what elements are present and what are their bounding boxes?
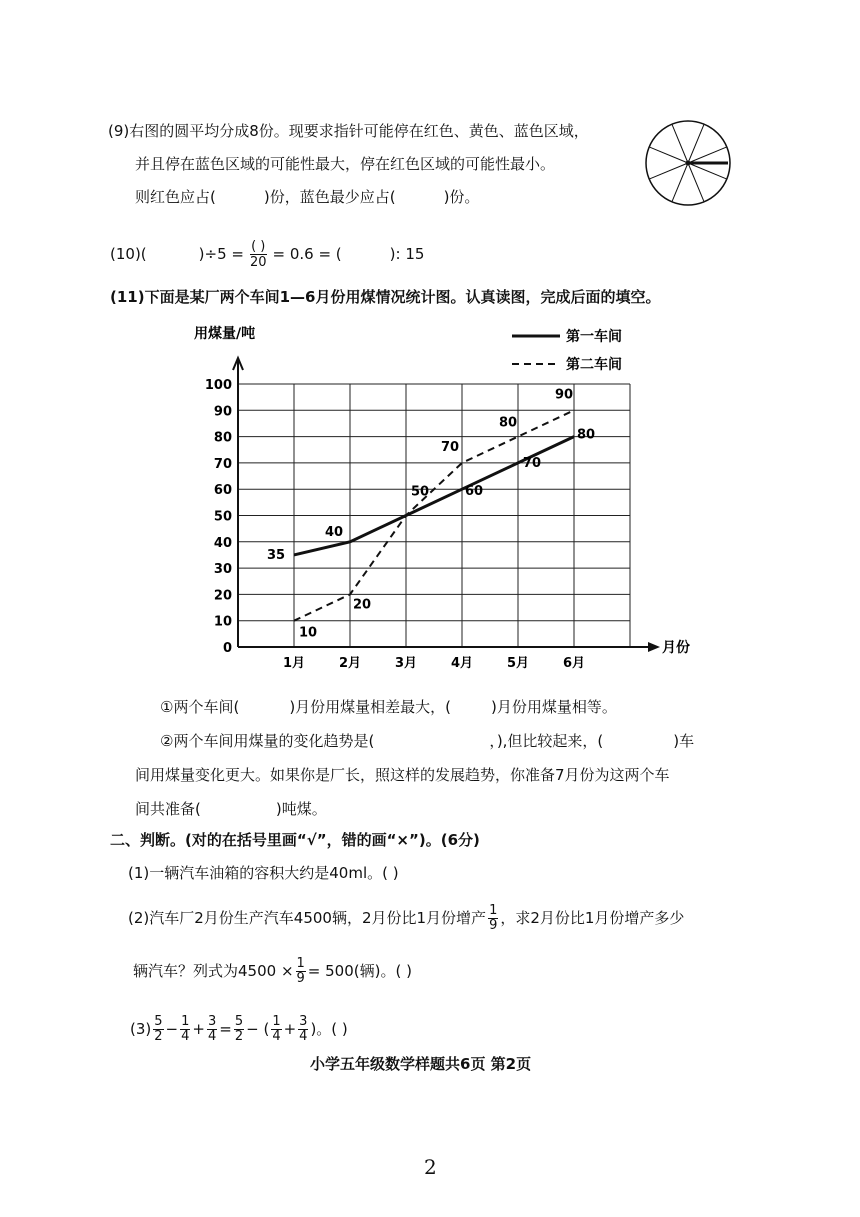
y-tick-label: 100 (204, 378, 232, 393)
data-label: 80 (498, 415, 518, 431)
section2-q1: (1)一辆汽车油箱的容积大约是40ml。( ) (128, 864, 399, 882)
x-axis-label: 月份 (662, 640, 690, 656)
data-label: 90 (554, 387, 574, 403)
y-tick-label: 40 (213, 535, 232, 551)
y-tick-label: 80 (213, 430, 232, 446)
page-number: 2 (424, 1155, 437, 1179)
data-label: 70 (522, 455, 542, 471)
x-tick-label: 5月 (506, 656, 530, 671)
x-axis-arrow (648, 642, 660, 652)
data-label: 60 (464, 484, 484, 500)
spinner-circle (642, 117, 734, 209)
q11-sub2: ②两个车间用煤量的变化趋势是( ，),但比较起来，( )车 (160, 732, 695, 750)
data-label: 10 (298, 625, 318, 641)
y-tick-label: 30 (213, 562, 232, 578)
q11-sub1: ①两个车间( )月份用煤量相差最大，( )月份用煤量相等。 (160, 698, 617, 716)
y-tick-label: 20 (213, 588, 232, 604)
data-label: 40 (324, 524, 344, 540)
x-tick-label: 6月 (562, 656, 586, 671)
section2-heading: 二、判断。(对的在括号里画“√”，错的画“×”)。(6分) (110, 831, 480, 849)
y-tick-label: 90 (213, 404, 232, 420)
y-tick-label: 70 (213, 456, 232, 472)
q9-line3: 则红色应占( )份，蓝色最少应占( )份。 (135, 188, 480, 206)
y-tick-label: 60 (213, 483, 232, 499)
section2-q2-line2: 辆汽车？列式为4500 × $\frac{1}{9}$ = 500(辆)。( ) (133, 956, 412, 986)
footer: 小学五年级数学样题共6页 第2页 (310, 1055, 532, 1073)
q11-intro: (11)下面是某厂两个车间1—6月份用煤情况统计图。认真读图，完成后面的填空。 (110, 288, 661, 306)
q11-sub2-line3: 间共准备( )吨煤。 (135, 800, 327, 818)
data-label: 70 (440, 439, 460, 455)
section2-q2: (2)汽车厂2月份生产汽车4500辆，2月份比1月份增产 $\frac{1}{9}$ ，求2月份比1月份增产多少 (128, 903, 685, 933)
y-axis-label: 用煤量/吨 (194, 326, 256, 342)
data-label: 20 (352, 597, 372, 613)
legend-label-1: 第一车间 (566, 329, 622, 345)
y-tick-label: 50 (213, 509, 232, 525)
q11-sub2-line2: 间用煤量变化更大。如果你是厂长，照这样的发展趋势，你准备7月份为这两个车 (135, 766, 670, 784)
q10-line: (10)( )÷5 = $\frac{( )}{20}$ = 0.6 = ( ): 15 (110, 239, 425, 270)
q9-line2: 并且停在蓝色区域的可能性最大，停在红色区域的可能性最小。 (135, 155, 556, 173)
data-label: 35 (266, 547, 286, 563)
section2-q3: (3) $\frac{5}{2}$ − $\frac{1}{4}$ + $\frac{3}{4}$ = $\frac{5}{2}$ − ( $\frac{1}{4}$ + $\frac{3}{4}$ )。( ) (130, 1014, 348, 1044)
y-tick-label: 10 (213, 614, 232, 630)
x-tick-label: 4月 (450, 656, 474, 671)
q9-line1: (9)右图的圆平均分成8份。现要求指针可能停在红色、黄色、蓝色区域， (108, 122, 589, 140)
data-label: 50 (410, 484, 430, 500)
coal-usage-line-chart (180, 320, 700, 680)
data-label: 80 (576, 427, 596, 443)
x-tick-label: 1月 (282, 656, 306, 671)
y-tick-label: 0 (222, 641, 232, 656)
legend-label-2: 第二车间 (566, 357, 622, 373)
x-tick-label: 2月 (338, 656, 362, 671)
x-tick-label: 3月 (394, 656, 418, 671)
